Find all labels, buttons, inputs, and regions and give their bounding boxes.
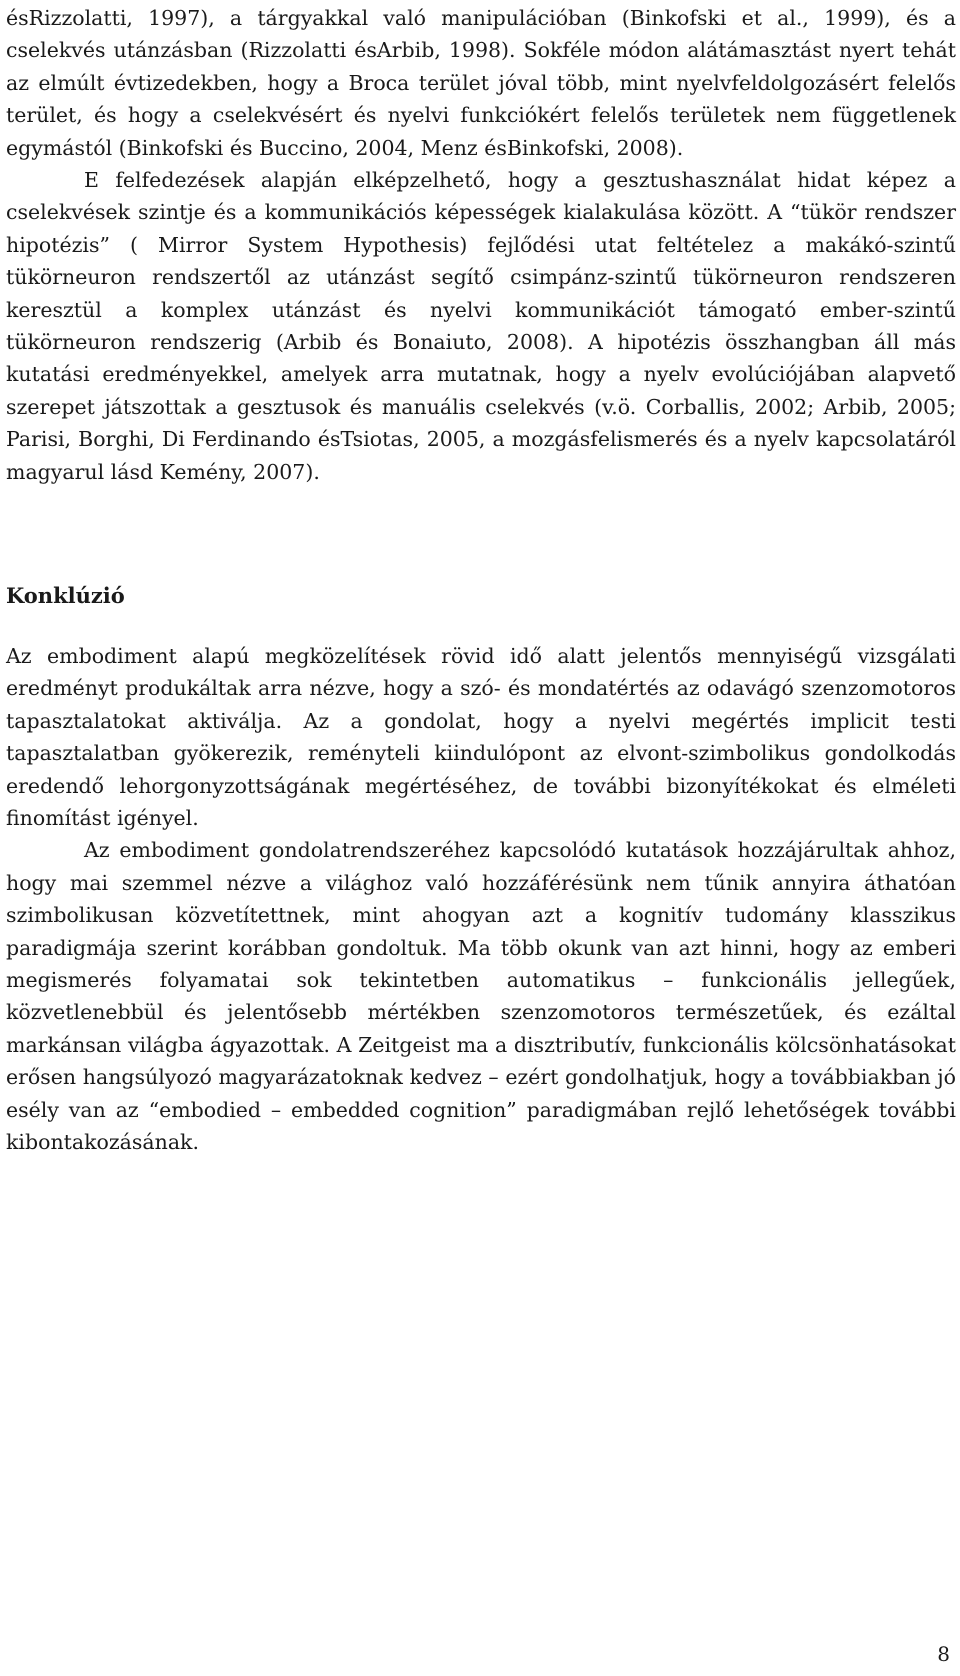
body-text-top <box>6 0 956 488</box>
paragraph-conclusion-2: Az embodiment gondolatrendszeréhez kapcsolódó kutatások hozzájárultak ahhoz, hogy mai szemmel nézve a világhoz való hozzáférésünk nem tűnik annyira áthatóan szimbolikusan közvetítettnek, mint ahogyan azt a kognitív tudomány klasszikus paradigmája szerint korábban gondoltuk. Ma több okunk van azt hinni, hogy az emberi megismerés folyamatai sok tekintetben automatikus – funkcionális jellegűek, közvetlenebbül és jelentősebb mértékben szenzomotoros természetűek, és ezáltal markánsan világba ágyazottak. A Zeitgeist ma a disztributív, funkcionális kölcsönhatásokat erősen hangsúlyozó magyarázatoknak kedvez – ezért gondolhatjuk, hogy a továbbiakban jó esély van az “embodied – embedded cognition” paradigmában rejlő lehetőségek további kibontakozásának. <box>6 838 956 1155</box>
body-text-conclusion <box>6 640 956 1159</box>
section-heading-conclusion: Konklúzió <box>6 583 125 608</box>
page-number: 8 <box>937 1642 950 1666</box>
paragraph-mirror-system: E felfedezések alapján elképzelhető, hogy a gesztushasználat hidat képez a cselekvések szintje és a kommunikációs képességek kialakulása között. A “tükör rendszer hipotézis” ( Mirror System Hypothesis) fejlődési utat feltételez a makákó-szintű tükörneuron rendszertől az utánzást segítő csimpánz-szintű tükörneuron rendszeren keresztül a komplex utánzást és nyelvi kommunikációt támogató ember-szintű tükörneuron rendszerig (Arbib és Bonaiuto, 2008). A hipotézis összhangban áll más kutatási eredményekkel, amelyek arra mutatnak, hogy a nyelv evolúciójában alapvető szerepet játszottak a gesztusok és manuális cselekvés (v.ö. Corballis, 2002; Arbib, 2005; Parisi, Borghi, Di Ferdinando ésTsiotas, 2005, a mozgásfelismerés és a nyelv kapcsolatáról magyarul lásd Kemény, 2007). <box>6 168 956 484</box>
paragraph-continued: ésRizzolatti, 1997), a tárgyakkal való manipulációban (Binkofski et al., 1999), és a cselekvés utánzásban (Rizzolatti ésArbib, 1998). Sokféle módon alátámasztást nyert tehát az elmúlt évtizedekben, hogy a Broca terület jóval több, mint nyelvfeldolgozásért felelős terület, és hogy a cselekvésért és nyelvi funkciókért felelős területek nem függetlenek egymástól (Binkofski és Buccino, 2004, Menz ésBinkofski, 2008). <box>6 6 956 160</box>
paragraph-conclusion-1: Az embodiment alapú megközelítések rövid idő alatt jelentős mennyiségű vizsgálati eredményt produkáltak arra nézve, hogy a szó- és mondatértés az odavágó szenzomotoros tapasztalatokat aktiválja. Az a gondolat, hogy a nyelvi megértés implicit testi tapasztalatban gyökerezik, reményteli kiindulópont az elvont-szimbolikus gondolkodás eredendő lehorgonyzottságának megértéséhez, de további bizonyítékokat és elméleti finomítást igényel. <box>6 644 956 831</box>
